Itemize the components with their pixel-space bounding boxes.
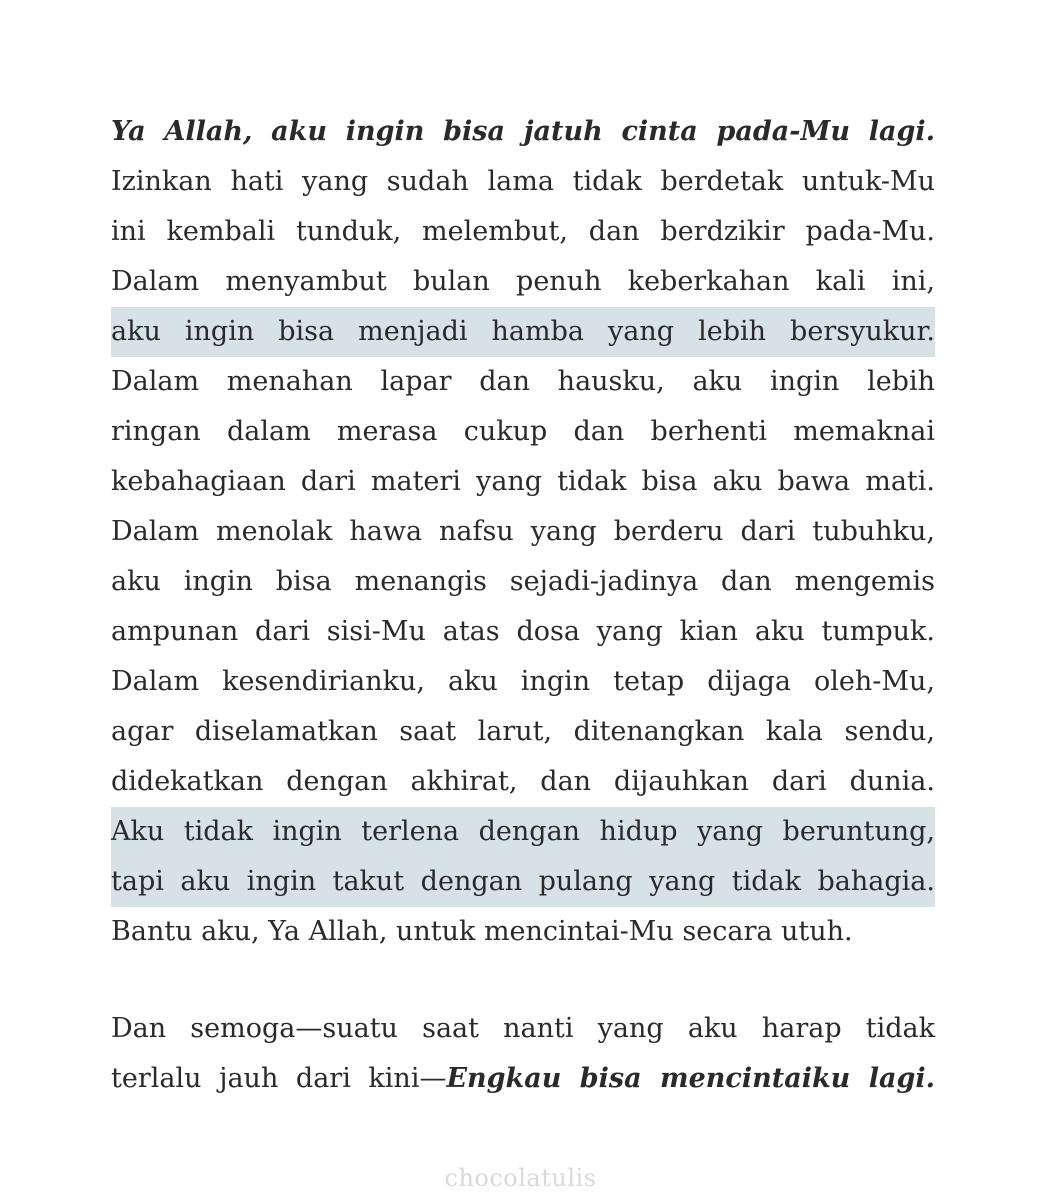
text-line-emphasis: Ya Allah, aku ingin bisa jatuh cinta pada-Mu lagi.: [111, 116, 935, 147]
text-line: agar diselamatkan saat larut, ditenangkan kala sendu,: [111, 716, 935, 747]
paragraph-prayer: [111, 107, 935, 957]
text-line: ampunan dari sisi-Mu atas dosa yang kian aku tumpuk.: [111, 616, 935, 647]
text-line: Dalam menolak hawa nafsu yang berderu dari tubuhku,: [111, 516, 935, 547]
text-line: ringan dalam merasa cukup dan berhenti memaknai: [111, 416, 935, 447]
watermark: chocolatulis: [444, 1164, 597, 1192]
text-line: ini kembali tunduk, melembut, dan berdzikir pada-Mu.: [111, 216, 935, 247]
text-line: Izinkan hati yang sudah lama tidak berdetak untuk-Mu: [111, 166, 935, 197]
text-line: Dalam menyambut bulan penuh keberkahan kali ini,: [111, 266, 935, 297]
highlighted-line: tapi aku ingin takut dengan pulang yang tidak bahagia.: [111, 857, 935, 907]
text-line: aku ingin bisa menangis sejadi-jadinya dan mengemis: [111, 566, 935, 597]
text-line: Bantu aku, Ya Allah, untuk mencintai-Mu secara utuh.: [111, 916, 853, 947]
text-line-mixed: [111, 1054, 935, 1104]
text-segment-emphasis: Engkau bisa mencintaiku lagi.: [446, 1063, 935, 1094]
highlighted-line: aku ingin bisa menjadi hamba yang lebih bersyukur.: [111, 307, 935, 357]
text-line: Dalam menahan lapar dan hausku, aku ingin lebih: [111, 366, 935, 397]
text-line: kebahagiaan dari materi yang tidak bisa aku bawa mati.: [111, 466, 935, 497]
text-line: Dan semoga—suatu saat nanti yang aku harap tidak: [111, 1013, 935, 1044]
text-segment: terlalu jauh dari kini—: [111, 1063, 447, 1094]
highlighted-line: Aku tidak ingin terlena dengan hidup yang beruntung,: [111, 807, 935, 857]
text-line: Dalam kesendirianku, aku ingin tetap dijaga oleh-Mu,: [111, 666, 935, 697]
text-line: didekatkan dengan akhirat, dan dijauhkan dari dunia.: [111, 766, 935, 797]
paragraph-closing: [111, 1004, 935, 1104]
